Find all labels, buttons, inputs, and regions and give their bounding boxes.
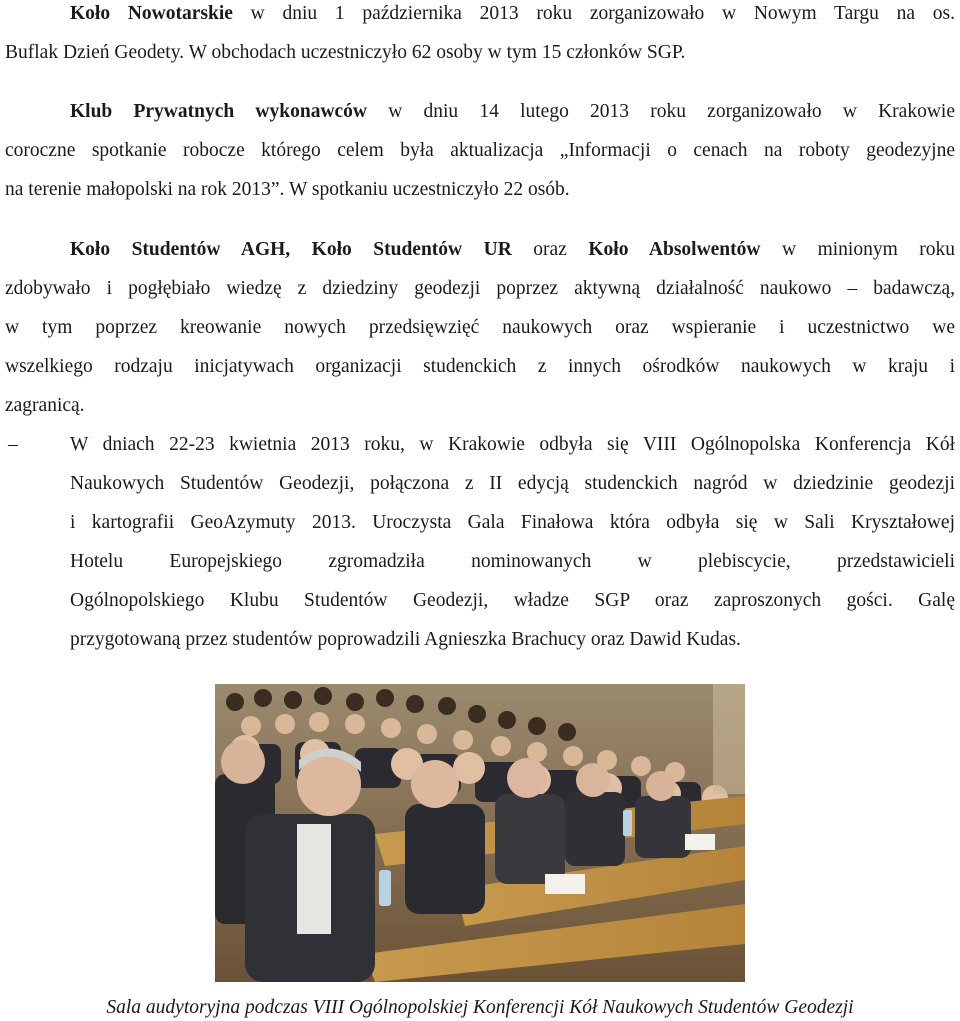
p3-bold1: Koło Studentów AGH, Koło Studentów UR [70, 239, 512, 260]
bullet-line5: Ogólnopolskiego Klubu Studentów Geodezji, władze SGP oraz zaproszonych gości. Galę [70, 590, 955, 611]
p2-line1 [70, 102, 955, 122]
p3-line4: wszelkiego rodzaju inicjatywach organizacji studenckich z innych ośrodków naukowych w kraju i [5, 356, 955, 377]
bullet-line6: przygotowaną przez studentów poprowadzili Agnieszka Brachucy oraz Dawid Kudas. [70, 629, 741, 650]
p2-line2: coroczne spotkanie robocze którego celem była aktualizacja „Informacji o cenach na roboty geodezyjne [5, 140, 955, 161]
bullet-dash: – [8, 434, 18, 455]
p2-bold: Klub Prywatnych wykonawców [70, 101, 368, 122]
bullet-line3: i kartografii GeoAzymuty 2013. Uroczysta Gala Finałowa która odbyła się w Sali Kryształowej [70, 512, 955, 533]
p3-bold2: Koło Absolwentów [588, 239, 761, 260]
photo-caption: Sala audytoryjna podczas VIII Ogólnopolskiej Konferencji Kół Naukowych Studentów Geodezji [106, 997, 854, 1018]
bullet-line4: Hotelu Europejskiego zgromadziła nominowanych w plebiscycie, przedstawicieli [70, 551, 955, 572]
conference-photo [215, 684, 745, 982]
p2-line1-text: w dniu 14 lutego 2013 roku zorganizowało w Krakowie [367, 101, 955, 122]
p2-line3: na terenie małopolski na rok 2013”. W spotkaniu uczestniczyło 22 osób. [5, 179, 570, 200]
p3-line2: zdobywało i pogłębiało wiedzę z dziedziny geodezji poprzez aktywną działalność naukowo – badawczą, [5, 278, 955, 299]
bullet-line1: W dniach 22-23 kwietnia 2013 roku, w Krakowie odbyła się VIII Ogólnopolska Konferencja Kół [70, 434, 955, 455]
p3-mid: oraz [511, 239, 589, 260]
p3-line5: zagranicą. [5, 395, 85, 416]
p1-line1 [70, 4, 955, 24]
p1-line1-text: w dniu 1 października 2013 roku zorganizowało w Nowym Targu na os. [232, 3, 955, 24]
p1-line2: Buflak Dzień Geodety. W obchodach uczestniczyło 62 osoby w tym 15 członków SGP. [5, 42, 686, 63]
p3-line1-text: w minionym roku [760, 239, 955, 260]
p3-line1 [70, 240, 955, 260]
p1-bold: Koło Nowotarskie [70, 3, 233, 24]
bullet-line2: Naukowych Studentów Geodezji, połączona z II edycją studenckich nagród w dziedzinie geodezji [70, 473, 955, 494]
p3-line3: w tym poprzez kreowanie nowych przedsięwzięć naukowych oraz wspieranie i uczestnictwo we [5, 317, 955, 338]
